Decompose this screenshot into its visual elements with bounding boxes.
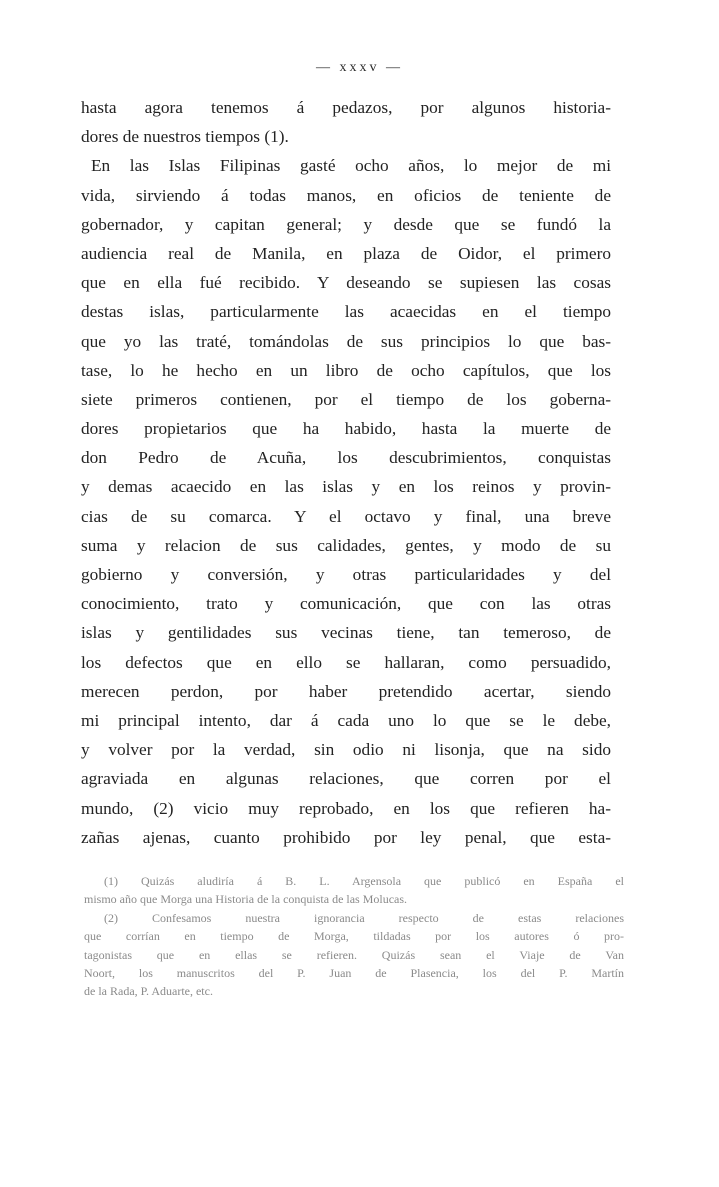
body-line: don Pedro de Acuña, los descubrimientos, conquistas — [81, 448, 611, 468]
body-line: conocimiento, trato y comunicación, que con las otras — [81, 594, 611, 614]
body-line: gobernador, y capitan general; y desde que se fundó la — [81, 214, 611, 234]
body-line: merecen perdon, por haber pretendido acertar, siendo — [81, 681, 611, 701]
body-line: destas islas, particularmente las acaecidas en el tiempo — [81, 302, 611, 322]
footnote-line: de la Rada, P. Aduarte, etc. — [84, 984, 213, 999]
body-line: los defectos que en ello se hallaran, como persuadido, — [81, 652, 611, 672]
body-line: suma y relacion de sus calidades, gentes, y modo de su — [81, 535, 611, 555]
body-line: tase, lo he hecho en un libro de ocho capítulos, que los — [81, 360, 611, 380]
body-line: hasta agora tenemos á pedazos, por algunos historia- — [81, 98, 611, 117]
body-line: En las Islas Filipinas gasté ocho años, lo mejor de mi — [91, 156, 611, 176]
body-line: que en ella fué recibido. Y deseando se supiesen las cosas — [81, 273, 611, 293]
body-line: que yo las traté, tomándolas de sus principios lo que bas- — [81, 331, 611, 351]
footnote-line: tagonistas que en ellas se refieren. Quizás sean el Viaje de Van — [84, 947, 624, 962]
body-line: agraviada en algunas relaciones, que corren por el — [81, 769, 611, 789]
body-line: gobierno y conversión, y otras particularidades y del — [81, 565, 611, 584]
body-line: y volver por la verdad, sin odio ni lisonja, que na sido — [81, 740, 611, 760]
body-line: cias de su comarca. Y el octavo y final, una breve — [81, 506, 611, 526]
body-line: y demas acaecido en las islas y en los reinos y provin- — [81, 477, 611, 497]
body-line: vida, sirviendo á todas manos, en oficios de teniente de — [81, 185, 611, 205]
page-number: — xxxv — — [316, 60, 403, 75]
body-text — [81, 93, 611, 852]
footnote-line: (1) Quizás aludiría á B. L. Argensola que publicó en España el — [104, 874, 624, 888]
footnotes — [84, 872, 624, 1001]
body-line: mi principal intento, dar á cada uno lo que se le debe, — [81, 710, 611, 730]
body-line: dores de nuestros tiempos (1). — [81, 127, 289, 147]
body-line: audiencia real de Manila, en plaza de Oidor, el primero — [81, 243, 611, 263]
footnote-line: (2) Confesamos nuestra ignorancia respecto de estas relaciones — [104, 910, 624, 925]
body-line: mundo, (2) vicio muy reprobado, en los que refieren ha- — [81, 798, 611, 818]
footnote-line: mismo año que Morga una Historia de la conquista de las Molucas. — [84, 892, 408, 907]
body-line: zañas ajenas, cuanto prohibido por ley penal, que esta- — [81, 827, 611, 847]
body-line: islas y gentilidades sus vecinas tiene, tan temeroso, de — [81, 623, 611, 643]
footnote-line: que corrían en tiempo de Morga, tildadas por los autores ó pro- — [84, 929, 624, 944]
body-line: siete primeros contienen, por el tiempo de los goberna- — [81, 389, 611, 409]
body-line: dores propietarios que ha habido, hasta la muerte de — [81, 419, 611, 439]
footnote-line: Noort, los manuscritos del P. Juan de Plasencia, los del P. Martín — [84, 965, 624, 980]
